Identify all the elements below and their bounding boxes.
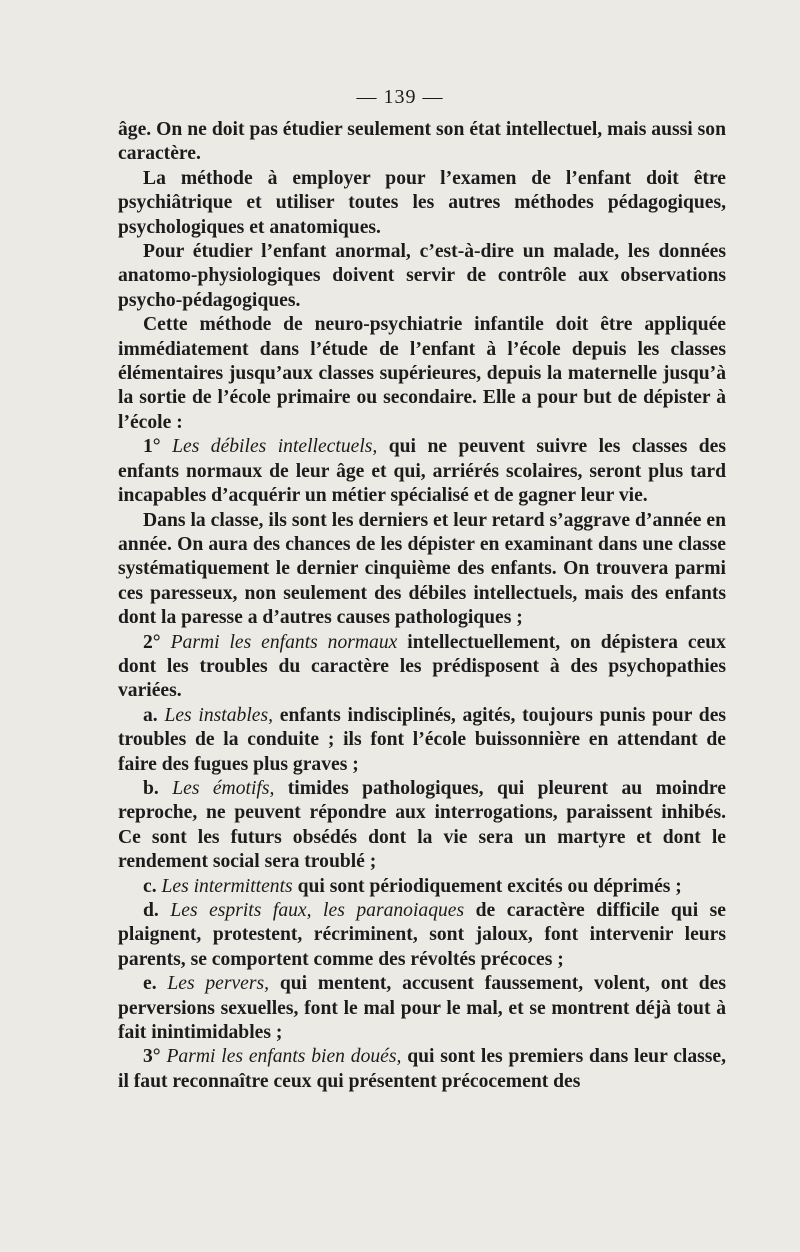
text-run: âge. On ne doit pas étudier seulement son état intellectuel, mais aussi son caractère. bbox=[118, 119, 726, 165]
italic-term: Les esprits faux, les paranoiaques bbox=[170, 900, 465, 921]
text-run: enfants indisciplinés, agités, toujours punis pour des troubles de la conduite ; ils font l’école buissonnière en attendant de faire des fugues plus graves ; bbox=[118, 704, 727, 775]
page-number: — 139 — bbox=[356, 86, 444, 108]
text-run: timides pathologiques, qui pleurent au moindre reproche, ne peuvent répondre aux interrogations, paraissent inhibés. Ce sont les futurs obsédés dont la vie sera un martyre et dont le rendement social sera troublé ; bbox=[118, 777, 726, 873]
text-run: intellectuellement, on dépistera ceux dont les troubles du caractère les prédisposent à des psychopathies variées. bbox=[118, 631, 726, 702]
paragraph bbox=[118, 509, 726, 631]
list-item-instables bbox=[118, 704, 726, 777]
italic-term: Les émotifs, bbox=[172, 777, 275, 799]
italic-term: Parmi les enfants normaux bbox=[170, 631, 398, 653]
text-run: qui sont périodiquement excités ou déprimés ; bbox=[292, 875, 682, 897]
text-run: qui sont les premiers dans leur classe, il faut reconnaître ceux qui présentent précocement des bbox=[118, 1046, 726, 1092]
text-run: e. bbox=[143, 973, 168, 995]
text-run: b. bbox=[143, 777, 173, 799]
paragraph bbox=[118, 313, 726, 435]
text-run: de caractère difficile qui se plaignent, protestent, récriminent, sont jaloux, font intervenir leurs parents, se comportent comme des révoltés précoces ; bbox=[118, 900, 727, 970]
paragraph bbox=[118, 240, 726, 313]
paragraph bbox=[118, 167, 726, 240]
text-run: qui ne peuvent suivre les classes des enfants normaux de leur âge et qui, arriérés scolaires, seront plus tard incapables d’acquérir un métier spécialisé et de gagner leur vie. bbox=[118, 436, 727, 507]
text-run: La méthode à employer pour l’examen de l’enfant doit être psychiâtrique et utiliser toutes les autres méthodes pédagogiques, psychologiques et anatomiques. bbox=[118, 167, 726, 238]
text-run: 3° bbox=[143, 1046, 167, 1068]
italic-term: Les débiles intellectuels, bbox=[172, 436, 378, 458]
list-item-pervers bbox=[118, 972, 726, 1045]
italic-term: Les pervers, bbox=[167, 973, 270, 995]
list-item-esprits-faux bbox=[118, 899, 726, 972]
text-run: d. bbox=[143, 900, 171, 921]
text-run: 1° bbox=[143, 436, 173, 458]
text-run: Pour étudier l’enfant anormal, c’est-à-dire un malade, les données anatomo-physiologiques doivent servir de contrôle aux observations psycho-pédagogiques. bbox=[118, 241, 726, 311]
text-run: Dans la classe, ils sont les derniers et leur retard s’aggrave d’année en année. On aura des chances de les dépister en examinant dans une classe systématiquement le dernier cinquième des enfants. On trouvera parmi ces paresseux, non seulement des débiles intellectuels, mais des enfants dont la paresse a d’autres causes pathologiques ; bbox=[118, 509, 726, 629]
text-run: 2° bbox=[143, 631, 171, 653]
text-run: a. bbox=[143, 704, 165, 726]
text-run: Cette méthode de neuro-psychiatrie infantile doit être appliquée immédiatement dans l’étude de l’enfant à l’école depuis les classes élémentaires jusqu’aux classes supérieures, depuis la maternelle jusqu’à la sortie de l’école primaire ou secondaire. Elle a pour but de dépister à l’école : bbox=[118, 314, 726, 433]
body-text bbox=[118, 118, 726, 1094]
italic-term: Parmi les enfants bien doués, bbox=[166, 1046, 402, 1068]
text-run: c. bbox=[143, 875, 162, 897]
italic-term: Les intermittents bbox=[161, 875, 293, 897]
italic-term: Les instables, bbox=[164, 704, 273, 726]
list-item-intermittents bbox=[118, 875, 726, 899]
list-item-bien-doues bbox=[118, 1045, 726, 1094]
paragraph bbox=[118, 118, 726, 167]
list-item-emotifs bbox=[118, 777, 726, 875]
list-item-normaux bbox=[118, 631, 726, 704]
text-run: qui mentent, accusent faussement, volent, ont des perversions sexuelles, font le mal pour le mal, et se montrent déjà tout à fait inintimidables ; bbox=[118, 973, 727, 1044]
list-item-debiles bbox=[118, 435, 726, 508]
